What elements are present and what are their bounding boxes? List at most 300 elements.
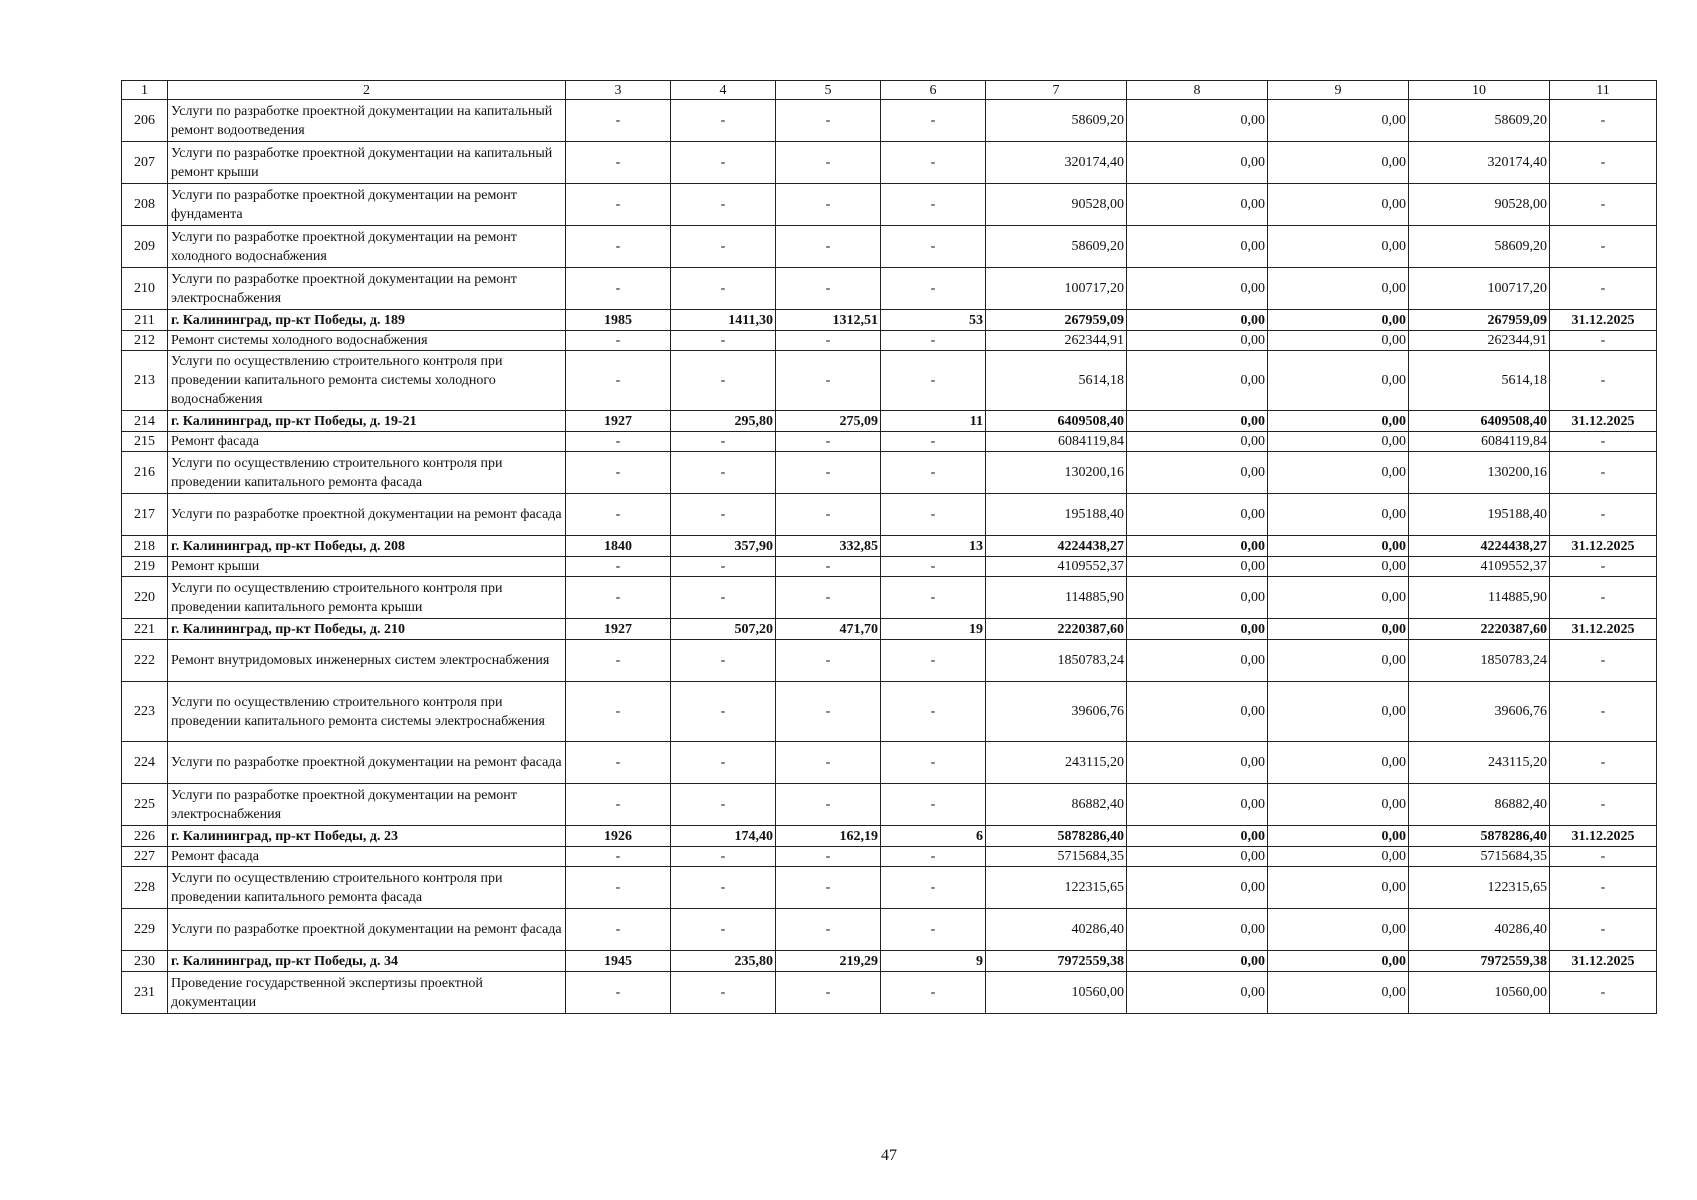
column-number-cell: 4 [671, 81, 776, 100]
fund-b-cell: 0,00 [1268, 847, 1409, 867]
total-cost-cell: 6409508,40 [986, 411, 1127, 432]
row-number-cell: 216 [122, 452, 168, 494]
address-row [122, 826, 1657, 847]
owners-fund-cell: 6084119,84 [1409, 432, 1550, 452]
work-name-cell: г. Калининград, пр-кт Победы, д. 34 [168, 951, 566, 972]
work-item-row [122, 351, 1657, 411]
area-total-cell: - [671, 142, 776, 184]
address-row [122, 619, 1657, 640]
year-cell: - [566, 640, 671, 682]
column-number-cell: 10 [1409, 81, 1550, 100]
fund-b-cell: 0,00 [1268, 972, 1409, 1014]
area-total-cell: - [671, 972, 776, 1014]
deadline-cell: - [1550, 268, 1657, 310]
owners-fund-cell: 58609,20 [1409, 226, 1550, 268]
register-table-container [121, 80, 1656, 1014]
work-item-row [122, 784, 1657, 826]
row-number-cell: 210 [122, 268, 168, 310]
residents-cell: - [881, 847, 986, 867]
deadline-cell: - [1550, 100, 1657, 142]
area-total-cell: - [671, 557, 776, 577]
row-number-cell: 206 [122, 100, 168, 142]
deadline-cell: - [1550, 682, 1657, 742]
year-cell: - [566, 268, 671, 310]
owners-fund-cell: 39606,76 [1409, 682, 1550, 742]
total-cost-cell: 58609,20 [986, 100, 1127, 142]
fund-b-cell: 0,00 [1268, 411, 1409, 432]
deadline-cell: - [1550, 867, 1657, 909]
area-total-cell: - [671, 784, 776, 826]
residents-cell: - [881, 226, 986, 268]
row-number-cell: 220 [122, 577, 168, 619]
deadline-cell: - [1550, 909, 1657, 951]
year-cell: 1945 [566, 951, 671, 972]
work-item-row [122, 100, 1657, 142]
area-total-cell: - [671, 432, 776, 452]
area-living-cell: - [776, 577, 881, 619]
fund-b-cell: 0,00 [1268, 619, 1409, 640]
fund-b-cell: 0,00 [1268, 682, 1409, 742]
register-table [121, 80, 1657, 1014]
column-number-cell: 9 [1268, 81, 1409, 100]
fund-a-cell: 0,00 [1127, 557, 1268, 577]
residents-cell: - [881, 742, 986, 784]
owners-fund-cell: 243115,20 [1409, 742, 1550, 784]
fund-a-cell: 0,00 [1127, 682, 1268, 742]
residents-cell: - [881, 972, 986, 1014]
work-item-row [122, 432, 1657, 452]
total-cost-cell: 5878286,40 [986, 826, 1127, 847]
area-total-cell: - [671, 100, 776, 142]
deadline-cell: - [1550, 742, 1657, 784]
fund-b-cell: 0,00 [1268, 494, 1409, 536]
owners-fund-cell: 4109552,37 [1409, 557, 1550, 577]
deadline-cell: - [1550, 847, 1657, 867]
residents-cell: - [881, 867, 986, 909]
work-name-cell: г. Калининград, пр-кт Победы, д. 210 [168, 619, 566, 640]
work-name-cell: г. Калининград, пр-кт Победы, д. 189 [168, 310, 566, 331]
work-name-cell: Услуги по разработке проектной документации на ремонт электроснабжения [168, 784, 566, 826]
fund-b-cell: 0,00 [1268, 826, 1409, 847]
fund-b-cell: 0,00 [1268, 909, 1409, 951]
owners-fund-cell: 10560,00 [1409, 972, 1550, 1014]
fund-a-cell: 0,00 [1127, 847, 1268, 867]
total-cost-cell: 2220387,60 [986, 619, 1127, 640]
fund-a-cell: 0,00 [1127, 432, 1268, 452]
column-number-cell: 1 [122, 81, 168, 100]
fund-a-cell: 0,00 [1127, 536, 1268, 557]
total-cost-cell: 6084119,84 [986, 432, 1127, 452]
deadline-cell: 31.12.2025 [1550, 826, 1657, 847]
year-cell: - [566, 226, 671, 268]
total-cost-cell: 1850783,24 [986, 640, 1127, 682]
work-name-cell: Ремонт фасада [168, 432, 566, 452]
area-total-cell: - [671, 452, 776, 494]
row-number-cell: 209 [122, 226, 168, 268]
residents-cell: - [881, 351, 986, 411]
column-number-cell: 8 [1127, 81, 1268, 100]
deadline-cell: - [1550, 557, 1657, 577]
residents-cell: - [881, 640, 986, 682]
year-cell: - [566, 909, 671, 951]
work-item-row [122, 184, 1657, 226]
total-cost-cell: 39606,76 [986, 682, 1127, 742]
work-item-row [122, 331, 1657, 351]
row-number-cell: 208 [122, 184, 168, 226]
year-cell: - [566, 577, 671, 619]
row-number-cell: 222 [122, 640, 168, 682]
work-item-row [122, 640, 1657, 682]
fund-a-cell: 0,00 [1127, 826, 1268, 847]
deadline-cell: - [1550, 226, 1657, 268]
fund-b-cell: 0,00 [1268, 331, 1409, 351]
deadline-cell: - [1550, 577, 1657, 619]
year-cell: - [566, 351, 671, 411]
fund-b-cell: 0,00 [1268, 310, 1409, 331]
area-living-cell: - [776, 784, 881, 826]
fund-b-cell: 0,00 [1268, 432, 1409, 452]
column-number-cell: 7 [986, 81, 1127, 100]
deadline-cell: - [1550, 432, 1657, 452]
area-living-cell: - [776, 867, 881, 909]
total-cost-cell: 10560,00 [986, 972, 1127, 1014]
deadline-cell: 31.12.2025 [1550, 951, 1657, 972]
owners-fund-cell: 267959,09 [1409, 310, 1550, 331]
fund-b-cell: 0,00 [1268, 536, 1409, 557]
fund-a-cell: 0,00 [1127, 100, 1268, 142]
area-living-cell: - [776, 100, 881, 142]
deadline-cell: - [1550, 331, 1657, 351]
year-cell: 1840 [566, 536, 671, 557]
fund-b-cell: 0,00 [1268, 557, 1409, 577]
area-living-cell: - [776, 452, 881, 494]
year-cell: - [566, 331, 671, 351]
work-name-cell: Услуги по разработке проектной документации на ремонт фасада [168, 742, 566, 784]
area-living-cell: - [776, 847, 881, 867]
work-name-cell: Услуги по осуществлению строительного контроля при проведении капитального ремонта системы холодного водоснабжения [168, 351, 566, 411]
owners-fund-cell: 6409508,40 [1409, 411, 1550, 432]
total-cost-cell: 100717,20 [986, 268, 1127, 310]
area-total-cell: - [671, 351, 776, 411]
work-item-row [122, 142, 1657, 184]
address-row [122, 310, 1657, 331]
deadline-cell: 31.12.2025 [1550, 536, 1657, 557]
area-total-cell: - [671, 577, 776, 619]
row-number-cell: 207 [122, 142, 168, 184]
year-cell: - [566, 742, 671, 784]
total-cost-cell: 5614,18 [986, 351, 1127, 411]
area-total-cell: - [671, 847, 776, 867]
year-cell: - [566, 452, 671, 494]
year-cell: - [566, 142, 671, 184]
area-living-cell: 1312,51 [776, 310, 881, 331]
area-living-cell: 471,70 [776, 619, 881, 640]
residents-cell: - [881, 577, 986, 619]
deadline-cell: - [1550, 351, 1657, 411]
work-item-row [122, 867, 1657, 909]
owners-fund-cell: 114885,90 [1409, 577, 1550, 619]
fund-b-cell: 0,00 [1268, 452, 1409, 494]
owners-fund-cell: 5878286,40 [1409, 826, 1550, 847]
work-name-cell: Услуги по разработке проектной документации на капитальный ремонт водоотведения [168, 100, 566, 142]
row-number-cell: 226 [122, 826, 168, 847]
year-cell: 1985 [566, 310, 671, 331]
owners-fund-cell: 86882,40 [1409, 784, 1550, 826]
year-cell: - [566, 494, 671, 536]
year-cell: - [566, 867, 671, 909]
area-living-cell: - [776, 557, 881, 577]
residents-cell: - [881, 432, 986, 452]
residents-cell: 9 [881, 951, 986, 972]
total-cost-cell: 195188,40 [986, 494, 1127, 536]
work-name-cell: Услуги по осуществлению строительного контроля при проведении капитального ремонта системы электроснабжения [168, 682, 566, 742]
area-living-cell: - [776, 909, 881, 951]
fund-b-cell: 0,00 [1268, 351, 1409, 411]
work-name-cell: Ремонт крыши [168, 557, 566, 577]
fund-a-cell: 0,00 [1127, 742, 1268, 784]
total-cost-cell: 122315,65 [986, 867, 1127, 909]
fund-b-cell: 0,00 [1268, 784, 1409, 826]
row-number-cell: 223 [122, 682, 168, 742]
owners-fund-cell: 4224438,27 [1409, 536, 1550, 557]
row-number-cell: 221 [122, 619, 168, 640]
total-cost-cell: 7972559,38 [986, 951, 1127, 972]
deadline-cell: - [1550, 184, 1657, 226]
row-number-cell: 218 [122, 536, 168, 557]
fund-a-cell: 0,00 [1127, 351, 1268, 411]
fund-a-cell: 0,00 [1127, 577, 1268, 619]
fund-a-cell: 0,00 [1127, 226, 1268, 268]
total-cost-cell: 40286,40 [986, 909, 1127, 951]
work-item-row [122, 226, 1657, 268]
owners-fund-cell: 320174,40 [1409, 142, 1550, 184]
total-cost-cell: 114885,90 [986, 577, 1127, 619]
residents-cell: 6 [881, 826, 986, 847]
row-number-cell: 231 [122, 972, 168, 1014]
area-total-cell: - [671, 226, 776, 268]
residents-cell: - [881, 452, 986, 494]
column-number-cell: 6 [881, 81, 986, 100]
column-number-cell: 3 [566, 81, 671, 100]
owners-fund-cell: 58609,20 [1409, 100, 1550, 142]
work-name-cell: г. Калининград, пр-кт Победы, д. 23 [168, 826, 566, 847]
fund-a-cell: 0,00 [1127, 640, 1268, 682]
work-name-cell: Проведение государственной экспертизы проектной документации [168, 972, 566, 1014]
area-living-cell: - [776, 972, 881, 1014]
residents-cell: - [881, 100, 986, 142]
owners-fund-cell: 2220387,60 [1409, 619, 1550, 640]
work-item-row [122, 972, 1657, 1014]
total-cost-cell: 267959,09 [986, 310, 1127, 331]
area-total-cell: - [671, 184, 776, 226]
fund-b-cell: 0,00 [1268, 268, 1409, 310]
work-item-row [122, 742, 1657, 784]
work-name-cell: Услуги по разработке проектной документации на ремонт фундамента [168, 184, 566, 226]
fund-a-cell: 0,00 [1127, 411, 1268, 432]
area-living-cell: - [776, 331, 881, 351]
work-item-row [122, 452, 1657, 494]
deadline-cell: 31.12.2025 [1550, 411, 1657, 432]
row-number-cell: 225 [122, 784, 168, 826]
row-number-cell: 213 [122, 351, 168, 411]
area-living-cell: 219,29 [776, 951, 881, 972]
address-row [122, 411, 1657, 432]
column-number-cell: 11 [1550, 81, 1657, 100]
fund-a-cell: 0,00 [1127, 452, 1268, 494]
total-cost-cell: 4224438,27 [986, 536, 1127, 557]
owners-fund-cell: 122315,65 [1409, 867, 1550, 909]
area-living-cell: - [776, 742, 881, 784]
work-name-cell: г. Калининград, пр-кт Победы, д. 19-21 [168, 411, 566, 432]
residents-cell: - [881, 784, 986, 826]
deadline-cell: - [1550, 494, 1657, 536]
year-cell: - [566, 682, 671, 742]
row-number-cell: 230 [122, 951, 168, 972]
work-name-cell: Услуги по разработке проектной документации на ремонт электроснабжения [168, 268, 566, 310]
work-item-row [122, 268, 1657, 310]
year-cell: - [566, 847, 671, 867]
work-name-cell: Услуги по разработке проектной документации на капитальный ремонт крыши [168, 142, 566, 184]
area-living-cell: - [776, 494, 881, 536]
area-living-cell: - [776, 268, 881, 310]
owners-fund-cell: 130200,16 [1409, 452, 1550, 494]
year-cell: - [566, 972, 671, 1014]
address-row [122, 536, 1657, 557]
residents-cell: - [881, 494, 986, 536]
fund-b-cell: 0,00 [1268, 184, 1409, 226]
work-name-cell: Услуги по осуществлению строительного контроля при проведении капитального ремонта фасада [168, 452, 566, 494]
fund-a-cell: 0,00 [1127, 142, 1268, 184]
work-name-cell: Услуги по разработке проектной документации на ремонт холодного водоснабжения [168, 226, 566, 268]
table-body [122, 81, 1657, 1014]
area-total-cell: - [671, 742, 776, 784]
row-number-cell: 227 [122, 847, 168, 867]
owners-fund-cell: 40286,40 [1409, 909, 1550, 951]
year-cell: - [566, 432, 671, 452]
owners-fund-cell: 1850783,24 [1409, 640, 1550, 682]
work-name-cell: Услуги по осуществлению строительного контроля при проведении капитального ремонта фасада [168, 867, 566, 909]
work-item-row [122, 577, 1657, 619]
fund-b-cell: 0,00 [1268, 867, 1409, 909]
fund-a-cell: 0,00 [1127, 951, 1268, 972]
column-number-cell: 5 [776, 81, 881, 100]
area-living-cell: - [776, 640, 881, 682]
total-cost-cell: 5715684,35 [986, 847, 1127, 867]
page-number: 47 [881, 1147, 897, 1164]
fund-b-cell: 0,00 [1268, 142, 1409, 184]
total-cost-cell: 262344,91 [986, 331, 1127, 351]
residents-cell: - [881, 682, 986, 742]
area-total-cell: 1411,30 [671, 310, 776, 331]
year-cell: 1927 [566, 619, 671, 640]
fund-b-cell: 0,00 [1268, 640, 1409, 682]
area-living-cell: - [776, 351, 881, 411]
area-living-cell: 332,85 [776, 536, 881, 557]
total-cost-cell: 86882,40 [986, 784, 1127, 826]
area-living-cell: - [776, 432, 881, 452]
work-item-row [122, 847, 1657, 867]
fund-a-cell: 0,00 [1127, 619, 1268, 640]
row-number-cell: 212 [122, 331, 168, 351]
area-total-cell: - [671, 640, 776, 682]
area-total-cell: - [671, 682, 776, 742]
residents-cell: - [881, 557, 986, 577]
residents-cell: - [881, 142, 986, 184]
work-name-cell: Ремонт фасада [168, 847, 566, 867]
work-name-cell: Услуги по разработке проектной документации на ремонт фасада [168, 494, 566, 536]
residents-cell: 53 [881, 310, 986, 331]
area-living-cell: 162,19 [776, 826, 881, 847]
area-total-cell: 235,80 [671, 951, 776, 972]
residents-cell: 19 [881, 619, 986, 640]
area-total-cell: 295,80 [671, 411, 776, 432]
fund-b-cell: 0,00 [1268, 226, 1409, 268]
fund-a-cell: 0,00 [1127, 909, 1268, 951]
owners-fund-cell: 195188,40 [1409, 494, 1550, 536]
area-living-cell: - [776, 682, 881, 742]
owners-fund-cell: 90528,00 [1409, 184, 1550, 226]
year-cell: 1926 [566, 826, 671, 847]
owners-fund-cell: 100717,20 [1409, 268, 1550, 310]
year-cell: - [566, 557, 671, 577]
deadline-cell: - [1550, 972, 1657, 1014]
deadline-cell: 31.12.2025 [1550, 619, 1657, 640]
deadline-cell: 31.12.2025 [1550, 310, 1657, 331]
residents-cell: 13 [881, 536, 986, 557]
fund-b-cell: 0,00 [1268, 100, 1409, 142]
fund-b-cell: 0,00 [1268, 951, 1409, 972]
year-cell: - [566, 784, 671, 826]
fund-a-cell: 0,00 [1127, 184, 1268, 226]
year-cell: - [566, 100, 671, 142]
area-total-cell: - [671, 494, 776, 536]
work-name-cell: Ремонт системы холодного водоснабжения [168, 331, 566, 351]
work-name-cell: Услуги по осуществлению строительного контроля при проведении капитального ремонта крыши [168, 577, 566, 619]
column-number-header-row [122, 81, 1657, 100]
fund-a-cell: 0,00 [1127, 310, 1268, 331]
work-item-row [122, 494, 1657, 536]
work-name-cell: г. Калининград, пр-кт Победы, д. 208 [168, 536, 566, 557]
area-living-cell: - [776, 226, 881, 268]
total-cost-cell: 130200,16 [986, 452, 1127, 494]
residents-cell: - [881, 184, 986, 226]
row-number-cell: 214 [122, 411, 168, 432]
residents-cell: - [881, 331, 986, 351]
residents-cell: - [881, 909, 986, 951]
row-number-cell: 229 [122, 909, 168, 951]
work-item-row [122, 909, 1657, 951]
year-cell: - [566, 184, 671, 226]
area-total-cell: - [671, 331, 776, 351]
area-living-cell: 275,09 [776, 411, 881, 432]
total-cost-cell: 243115,20 [986, 742, 1127, 784]
area-living-cell: - [776, 142, 881, 184]
residents-cell: - [881, 268, 986, 310]
area-total-cell: - [671, 867, 776, 909]
owners-fund-cell: 5614,18 [1409, 351, 1550, 411]
total-cost-cell: 320174,40 [986, 142, 1127, 184]
total-cost-cell: 4109552,37 [986, 557, 1127, 577]
area-total-cell: 507,20 [671, 619, 776, 640]
work-name-cell: Услуги по разработке проектной документации на ремонт фасада [168, 909, 566, 951]
area-total-cell: - [671, 268, 776, 310]
area-total-cell: 357,90 [671, 536, 776, 557]
fund-a-cell: 0,00 [1127, 268, 1268, 310]
area-total-cell: 174,40 [671, 826, 776, 847]
work-name-cell: Ремонт внутридомовых инженерных систем электроснабжения [168, 640, 566, 682]
row-number-cell: 217 [122, 494, 168, 536]
fund-a-cell: 0,00 [1127, 867, 1268, 909]
